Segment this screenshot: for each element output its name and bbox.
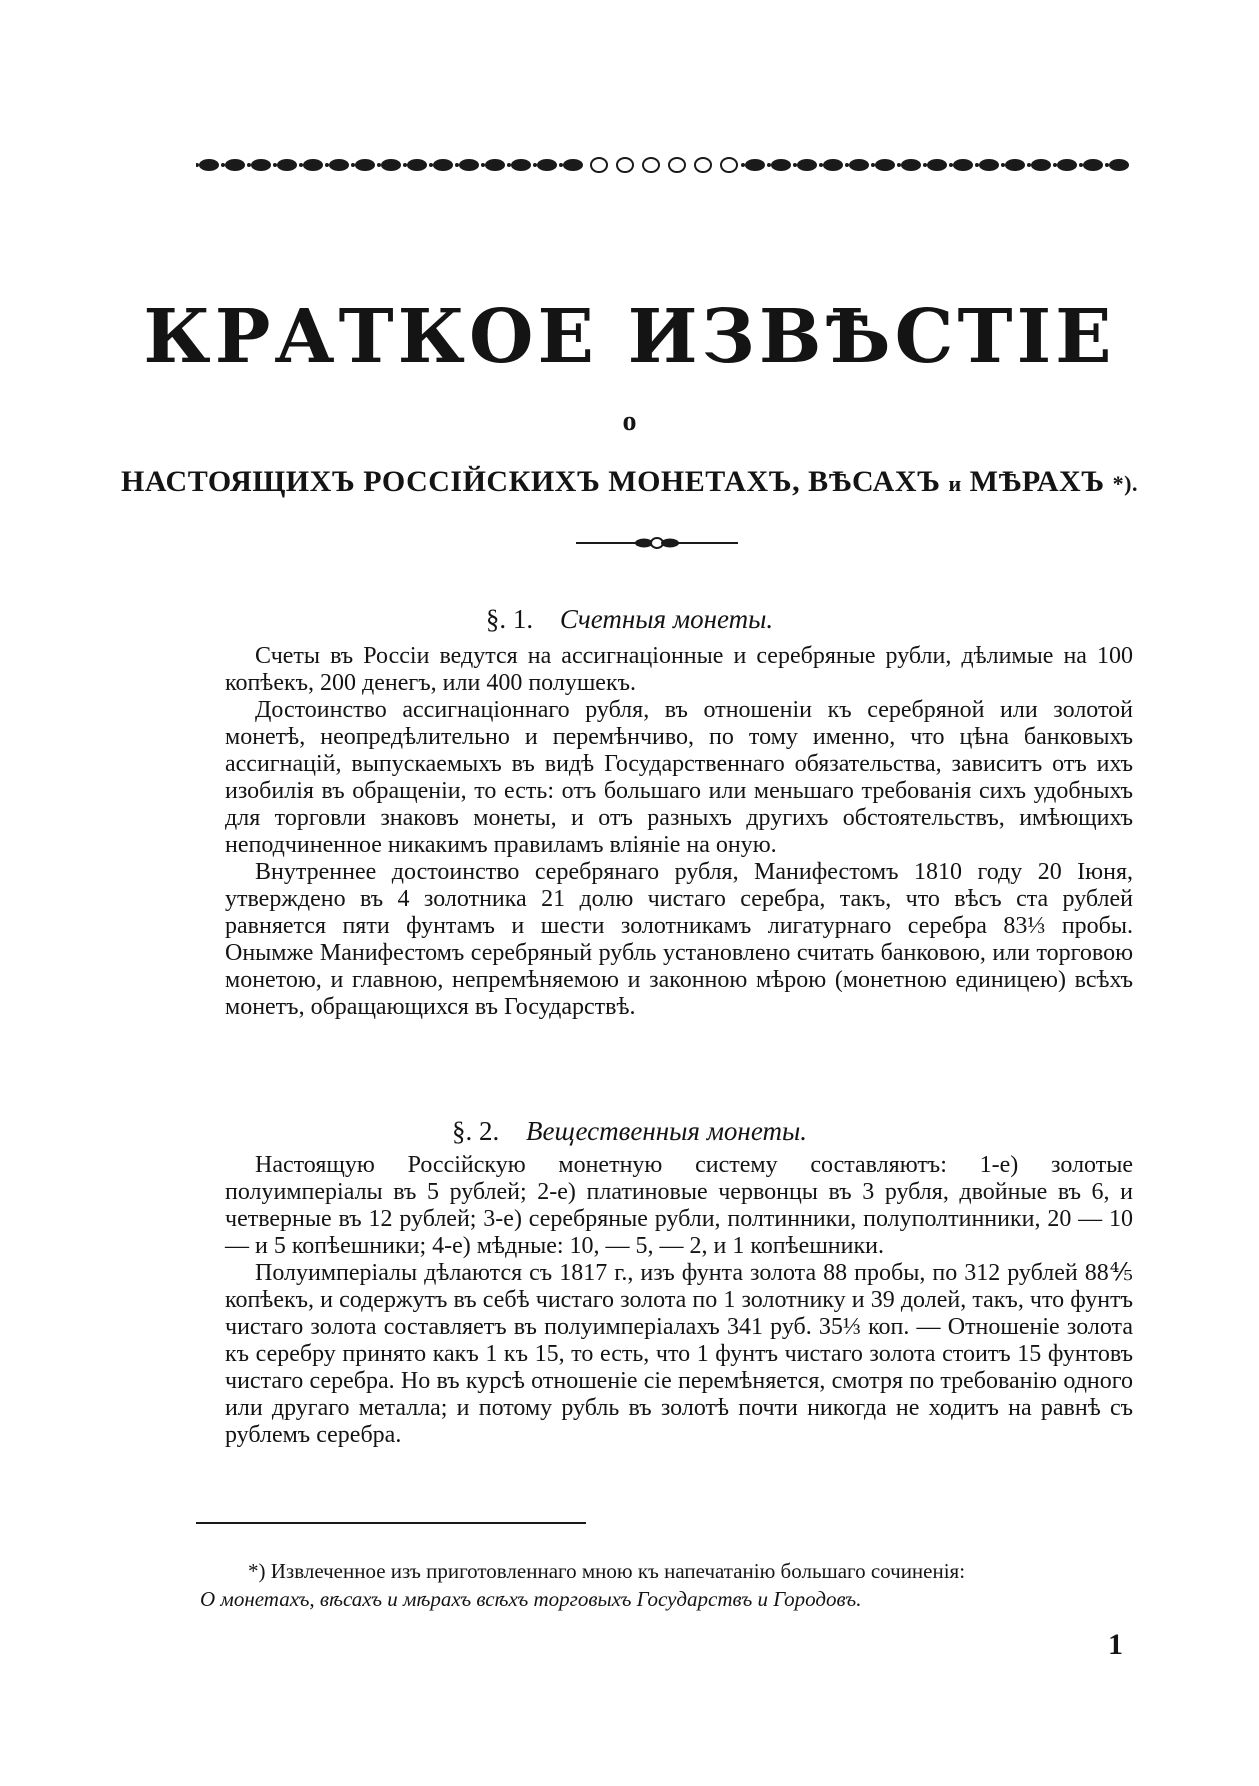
title-connector: о (622, 406, 637, 437)
paragraph: Счеты въ Россіи ведутся на ассигнаціонные и серебряные рубли, дѣлимые на 100 копѣекъ, 200 денегъ, или 400 полушекъ. (225, 643, 1133, 696)
section-1-body (225, 643, 1133, 1021)
paragraph: Внутреннее достоинство серебрянаго рубля, Манифестомъ 1810 году 20 Іюня, утверждено въ 4 золотника 21 долю чистаго серебра, такъ, что вѣсъ ста рублей равняется пяти фунтамъ и шести золотникамъ лигатурнаго серебра 83⅓ пробы. Онымже Манифестомъ серебряный рубль установлено считать банковою, или торговою монетою, и главною, непремѣняемою и законною мѣрою (монетною единицею) всѣхъ монетъ, обращающихся въ Государствѣ. (225, 859, 1133, 1020)
footnote (200, 1557, 1134, 1613)
section-number: §. 1. (485, 604, 534, 634)
subtitle-part-2: МѢРАХЪ (969, 465, 1105, 498)
section-heading-2 (0, 1118, 1259, 1145)
footnote-source-title: О монетахъ, вѣсахъ и мѣрахъ всѣхъ торговыхъ Государствъ и Городовъ. (200, 1587, 862, 1611)
footnote-text: *) Извлеченное изъ приготовленнаго мною къ напечатанію большаго сочиненія: (248, 1559, 966, 1583)
section-2-body (225, 1152, 1133, 1449)
footnote-divider (196, 1522, 586, 1524)
section-title: Счетныя монеты. (559, 604, 774, 634)
page-number: 1 (1108, 1628, 1123, 1661)
paragraph: Полуимперіалы дѣлаются съ 1817 г., изъ фунта золота 88 пробы, по 312 рублей 88⅘ копѣекъ, и содержутъ въ себѣ чистаго золота по 1 золотнику и 39 долей, такъ, что фунтъ чистаго золота составляетъ въ полуимперіалахъ 341 руб. 35⅓ коп. — Отношеніе золота къ серебру принято какъ 1 къ 15, то есть, что 1 фунтъ чистаго золота стоитъ 15 фунтовъ чистаго серебра. Но въ курсѣ отношеніе сіе перемѣняется, смотря по требованію одного или другаго металла; и потому рубль въ золотѣ почти никогда не ходитъ на равнѣ съ рублемъ серебра. (225, 1260, 1133, 1448)
document-subtitle (0, 465, 1259, 498)
section-title: Вещественныя монеты. (525, 1116, 807, 1146)
subtitle-part-1: НАСТОЯЩИХЪ РОССІЙСКИХЪ МОНЕТАХЪ, ВѢСАХЪ (121, 465, 941, 498)
section-heading-1 (0, 606, 1259, 633)
paragraph: Настоящую Россійскую монетную систему составляютъ: 1-е) золотые полуимперіалы въ 5 рублей; 2-е) платиновые червонцы въ 3 рубля, двойные въ 6, и четверные въ 12 рублей; 3-е) серебряные рубли, полтинники, полуполтинники, 20 — 10 — и 5 копѣешники; 4-е) мѣдные: 10, — 5, — 2, и 1 копѣешники. (225, 1152, 1133, 1259)
document-title: КРАТКОЕ ИЗВѢСТІЕ (143, 294, 1116, 380)
subtitle-and: и (948, 471, 962, 496)
paragraph: Достоинство ассигнаціоннаго рубля, въ отношеніи къ серебряной или золотой монетѣ, неопредѣлительно и перемѣнчиво, по тому именно, что цѣна банковыхъ ассигнацій, выпускаемыхъ въ видѣ Государственнаго обязательства, зависитъ отъ ихъ изобилія въ обращеніи, то есть: отъ большаго или меньшаго требованія сихъ удобныхъ для торговли знаковъ монеты, и отъ разныхъ другихъ обстоятельствъ, имѣющихъ неподчиненное никакимъ правиламъ вліяніе на оную. (225, 697, 1133, 858)
section-number: §. 2. (451, 1116, 500, 1146)
ornamental-border-top (196, 154, 1136, 176)
divider-ornament (576, 536, 738, 550)
footnote-marker: *). (1112, 471, 1138, 496)
